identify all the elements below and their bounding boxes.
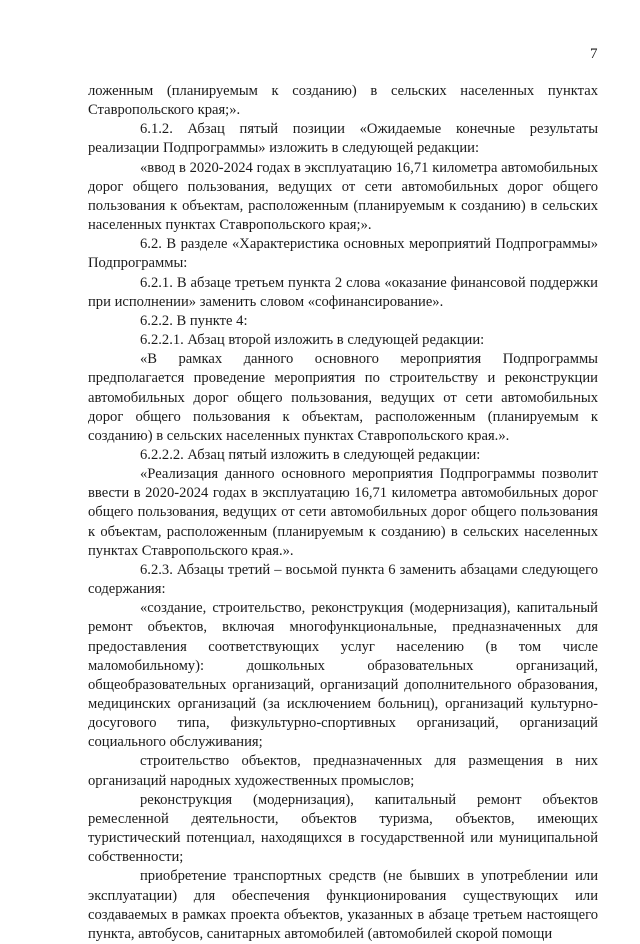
paragraph: 6.2.1. В абзаце третьем пункта 2 слова «оказание финансовой поддержки при исполнении» заменить словом «софинансирование». [88, 274, 598, 310]
paragraph: «Реализация данного основного мероприятия Подпрограммы позволит ввести в 2020-2024 годах в эксплуатацию 16,71 километра автомобильных дорог общего пользования, ведущих от сети автомобильных дорог общего пользования к объектам, расположенным (планируемым к созданию) в сельских населенных пунктах Ставропольского края.». [88, 466, 598, 559]
page-number: 7 [590, 46, 598, 62]
paragraph: «создание, строительство, реконструкция (модернизация), капитальный ремонт объектов, включая многофункциональные, предназначенных для предоставления соответствующих услуг населению (в том числе маломобильному): дошкольных образовательных организаций, общеобразовательных организаций, организаций дополнительного образования, медицинских организаций (за исключением больниц), организаций культурно-досугового типа, физкультурно-спортивных организаций, организаций социального обслуживания; [88, 600, 598, 751]
paragraph: 6.2. В разделе «Характеристика основных мероприятий Подпрограммы» Подпрограммы: [88, 236, 598, 272]
paragraph: ложенным (планируемым к созданию) в сельских населенных пунктах Ставропольского края;». [88, 83, 598, 119]
paragraph: «ввод в 2020-2024 годах в эксплуатацию 16,71 километра автомобильных дорог общего пользования, ведущих от сети автомобильных дорог общего пользования к объектам, расположенным (планируемым к созданию) в сельских населенных пунктах Ставропольского края;». [88, 159, 598, 234]
paragraph: приобретение транспортных средств (не бывших в употреблении или эксплуатации) для обеспечения функционирования существующих или создаваемых в рамках проекта объектов, указанных в абзаце третьем настоящего пункта, автобусов, санитарных автомобилей (автомобилей скорой помощи [88, 868, 598, 942]
document-body [88, 82, 598, 944]
paragraph: 6.1.2. Абзац пятый позиции «Ожидаемые конечные результаты реализации Подпрограммы» изложить в следующей редакции: [88, 121, 598, 157]
paragraph: 6.2.2. В пункте 4: [140, 312, 248, 329]
paragraph: 6.2.2.2. Абзац пятый изложить в следующей редакции: [140, 446, 481, 463]
paragraph: «В рамках данного основного мероприятия Подпрограммы предполагается проведение мероприятия по строительству и реконструкции автомобильных дорог общего пользования, ведущих от сети автомобильных дорог общего пользования к объектам, расположенным (планируемым к созданию) в сельских населенных пунктах Ставропольского края.». [88, 351, 598, 444]
paragraph: 6.2.3. Абзацы третий – восьмой пункта 6 заменить абзацами следующего содержания: [88, 561, 598, 598]
paragraph: реконструкция (модернизация), капитальный ремонт объектов ремесленной деятельности, объектов туризма, объектов, имеющих туристический потенциал, находящихся в государственной или муниципальной собственности; [88, 791, 598, 866]
paragraph: 6.2.2.1. Абзац второй изложить в следующей редакции: [140, 332, 485, 349]
paragraph: строительство объектов, предназначенных для размещения в них организаций народных художественных промыслов; [88, 753, 598, 789]
